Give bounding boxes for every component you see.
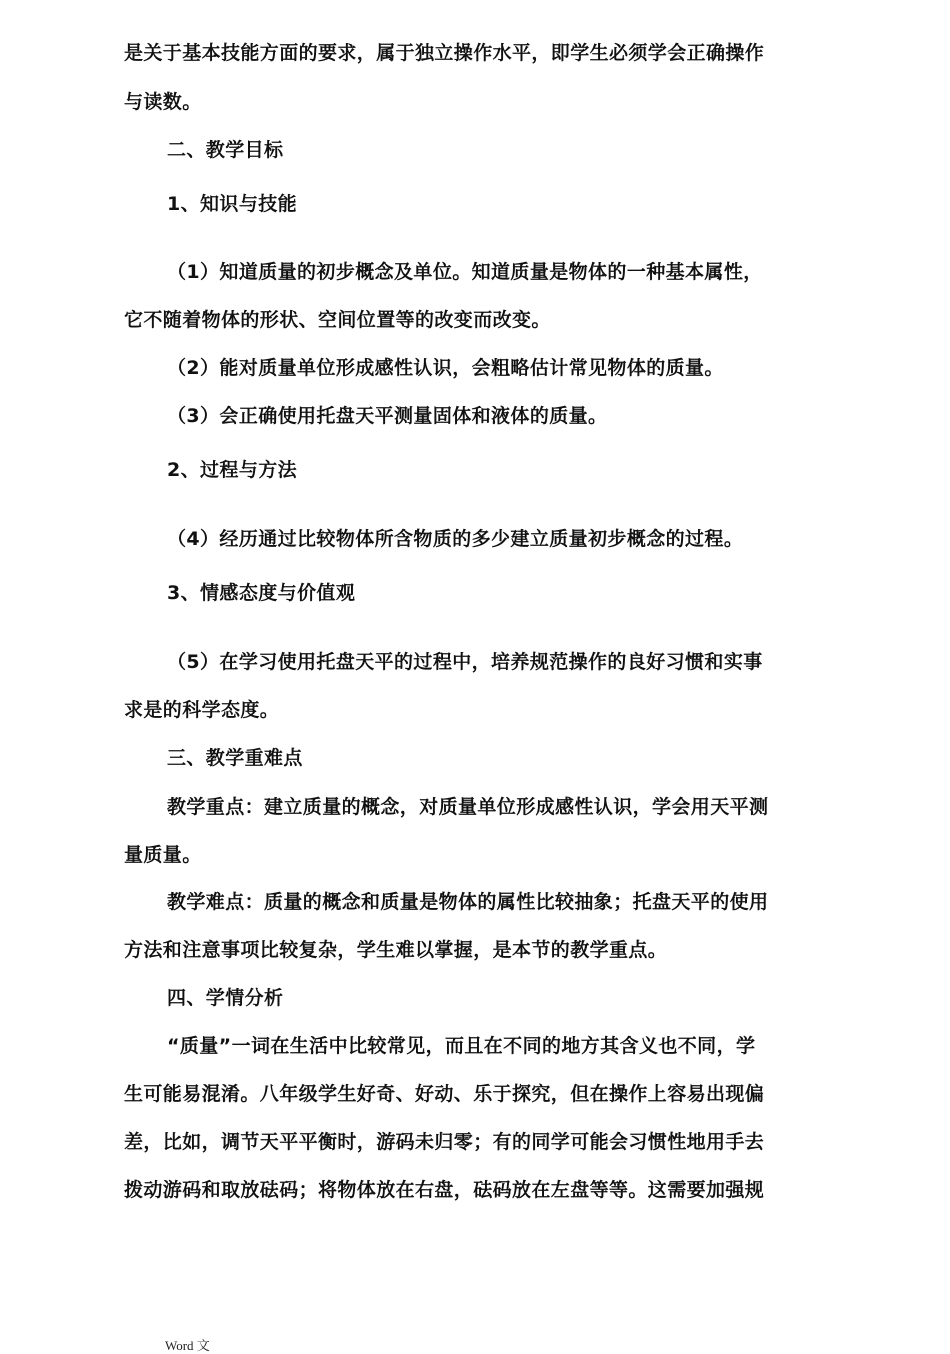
body-text-line: 方法和注意事项比较复杂，学生难以掌握，是本节的教学重点。 [124, 939, 668, 961]
body-text-line: 教学重点：建立质量的概念，对质量单位形成感性认识，学会用天平测 [167, 796, 769, 818]
section-heading-key-difficulties: 三、教学重难点 [167, 747, 303, 769]
body-text-line: 差，比如，调节天平平衡时，游码未归零；有的同学可能会习惯性地用手去 [124, 1131, 765, 1153]
body-text-line: 求是的科学态度。 [124, 699, 280, 721]
body-text-line: （4）经历通过比较物体所含物质的多少建立质量初步概念的过程。 [167, 528, 744, 550]
body-text-line: 是关于基本技能方面的要求，属于独立操作水平，即学生必须学会正确操作 [124, 42, 765, 64]
subheading-knowledge-skills: 1、知识与技能 [167, 193, 298, 215]
subheading-process-method: 2、过程与方法 [167, 459, 298, 481]
section-heading-student-analysis: 四、学情分析 [167, 987, 284, 1009]
body-text-line: （1）知道质量的初步概念及单位。知道质量是物体的一种基本属性， [167, 261, 763, 283]
section-heading-teaching-goals: 二、教学目标 [167, 139, 284, 161]
body-text-line: （3）会正确使用托盘天平测量固体和液体的质量。 [167, 405, 608, 427]
body-text-line: 量质量。 [124, 844, 202, 866]
body-text-line: 它不随着物体的形状、空间位置等的改变而改变。 [124, 309, 551, 331]
body-text-line: 教学难点：质量的概念和质量是物体的属性比较抽象；托盘天平的使用 [167, 891, 769, 913]
body-text-line: 拨动游码和取放砝码；将物体放在右盘，砝码放在左盘等等。这需要加强规 [124, 1179, 765, 1201]
body-text-line: “质量”一词在生活中比较常见，而且在不同的地方其含义也不同，学 [167, 1035, 756, 1057]
subheading-attitude-values: 3、情感态度与价值观 [167, 582, 356, 604]
body-text-line: （5）在学习使用托盘天平的过程中，培养规范操作的良好习惯和实事 [167, 651, 763, 673]
page-footer: Word 文 [165, 1338, 210, 1353]
body-text-line: 与读数。 [124, 91, 202, 113]
body-text-line: （2）能对质量单位形成感性认识，会粗略估计常见物体的质量。 [167, 357, 724, 379]
body-text-line: 生可能易混淆。八年级学生好奇、好动、乐于探究，但在操作上容易出现偏 [124, 1083, 765, 1105]
